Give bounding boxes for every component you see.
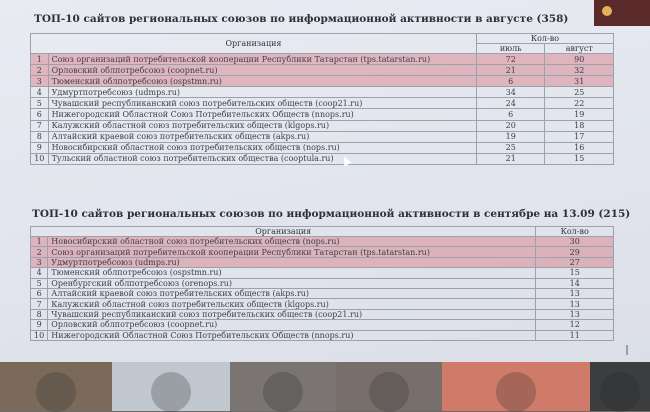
table-row	[31, 268, 614, 278]
rank-cell: 7	[31, 299, 48, 309]
july-count-cell: 25	[476, 142, 545, 153]
organization-cell: Калужский областной союз потребительских обществ (klgops.ru)	[48, 299, 536, 309]
table-row	[31, 309, 614, 319]
table-row	[31, 237, 614, 247]
count-cell: 27	[536, 257, 614, 267]
organization-cell: Тюменский облпотребсоюз (ospstmn.ru)	[48, 268, 536, 278]
rank-cell: 8	[31, 131, 49, 142]
table-row	[31, 247, 614, 257]
organization-cell: Чувашский республиканский союз потребительских обществ (coop21.ru)	[48, 98, 476, 109]
organization-cell: Тюменский облпотребсоюз (ospstmn.ru)	[48, 76, 476, 87]
august-count-cell: 31	[545, 76, 614, 87]
organization-cell: Удмуртпотребсоюз (udmps.ru)	[48, 257, 536, 267]
july-count-cell: 21	[476, 65, 545, 76]
table-row	[31, 109, 614, 120]
corner-logo	[594, 0, 650, 26]
slide-scroll-mark	[626, 345, 636, 355]
august-ranking-table	[30, 33, 614, 165]
organization-cell: Орловский облпотребсоюз (coopnet.ru)	[48, 320, 536, 330]
july-count-cell: 34	[476, 87, 545, 98]
table-row	[31, 76, 614, 87]
table-row	[31, 288, 614, 298]
july-count-cell: 72	[476, 54, 545, 65]
rank-cell: 4	[31, 87, 49, 98]
organization-cell: Новосибирский областной союз потребительских обществ (nops.ru)	[48, 237, 536, 247]
table-row	[31, 257, 614, 267]
video-tile[interactable]	[230, 362, 336, 411]
participant-silhouette	[369, 372, 409, 412]
table-row	[31, 120, 614, 131]
table-row	[31, 278, 614, 288]
count-cell: 29	[536, 247, 614, 257]
rank-cell: 9	[31, 142, 49, 153]
july-count-cell: 6	[476, 109, 545, 120]
video-tile[interactable]	[442, 362, 590, 411]
rank-cell: 9	[31, 320, 48, 330]
count-cell: 13	[536, 288, 614, 298]
table1-header-org: Организация	[31, 34, 477, 54]
rank-cell: 3	[31, 257, 48, 267]
august-count-cell: 19	[545, 109, 614, 120]
organization-cell: Калужский областной союз потребительских обществ (klgops.ru)	[48, 120, 476, 131]
count-cell: 13	[536, 299, 614, 309]
video-tile[interactable]	[0, 362, 112, 411]
july-count-cell: 20	[476, 120, 545, 131]
table-row	[31, 142, 614, 153]
count-cell: 12	[536, 320, 614, 330]
organization-cell: Тульский областной союз потребительских общества (cooptula.ru)	[48, 153, 476, 164]
organization-cell: Алтайский краевой союз потребительских обществ (akps.ru)	[48, 288, 536, 298]
august-count-cell: 15	[545, 153, 614, 164]
video-tile[interactable]	[112, 362, 230, 411]
participant-silhouette	[151, 372, 191, 412]
rank-cell: 2	[31, 247, 48, 257]
count-cell: 11	[536, 330, 614, 340]
count-cell: 13	[536, 309, 614, 319]
organization-cell: Нижегородский Областной Союз Потребительских Обществ (nnops.ru)	[48, 330, 536, 340]
august-count-cell: 25	[545, 87, 614, 98]
table1-title: ТОП-10 сайтов региональных союзов по информационной активности в августе (358)	[34, 13, 569, 25]
organization-cell: Орловский облпотребсоюз (coopnet.ru)	[48, 65, 476, 76]
table2-header-org: Организация	[31, 227, 536, 237]
video-tile[interactable]	[590, 362, 650, 411]
count-cell: 14	[536, 278, 614, 288]
table1-header-aug: август	[545, 44, 614, 54]
logo-emblem-icon	[602, 6, 612, 16]
table-row	[31, 153, 614, 164]
table-row	[31, 320, 614, 330]
rank-cell: 10	[31, 153, 49, 164]
august-count-cell: 22	[545, 98, 614, 109]
organization-cell: Союз организаций потребительской кооперации Республики Татарстан (tps.tatarstan.ru)	[48, 247, 536, 257]
august-count-cell: 32	[545, 65, 614, 76]
table2-title: ТОП-10 сайтов региональных союзов по информационной активности в сентябре на 13.09 (215)	[32, 208, 631, 220]
rank-cell: 6	[31, 109, 49, 120]
participant-silhouette	[600, 372, 640, 412]
table1-header-july: июль	[476, 44, 545, 54]
count-cell: 15	[536, 268, 614, 278]
table1-header-count: Кол-во	[476, 34, 613, 44]
rank-cell: 1	[31, 237, 48, 247]
august-count-cell: 16	[545, 142, 614, 153]
july-count-cell: 21	[476, 153, 545, 164]
video-participants-strip	[0, 362, 650, 411]
table-row	[31, 65, 614, 76]
organization-cell: Чувашский республиканский союз потребительских обществ (coop21.ru)	[48, 309, 536, 319]
august-count-cell: 17	[545, 131, 614, 142]
table-row	[31, 87, 614, 98]
video-tile[interactable]	[336, 362, 442, 411]
rank-cell: 1	[31, 54, 49, 65]
rank-cell: 6	[31, 288, 48, 298]
rank-cell: 2	[31, 65, 49, 76]
organization-cell: Оренбургский облпотребсоюз (orenops.ru)	[48, 278, 536, 288]
count-cell: 30	[536, 237, 614, 247]
organization-cell: Новосибирский областной союз потребительских обществ (nops.ru)	[48, 142, 476, 153]
organization-cell: Удмуртпотребсоюз (udmps.ru)	[48, 87, 476, 98]
rank-cell: 4	[31, 268, 48, 278]
organization-cell: Союз организаций потребительской кооперации Республики Татарстан (tps.tatarstan.ru)	[48, 54, 476, 65]
table-row	[31, 54, 614, 65]
organization-cell: Нижегородский Областной Союз Потребительских Обществ (nnops.ru)	[48, 109, 476, 120]
table2-header-count: Кол-во	[536, 227, 614, 237]
rank-cell: 7	[31, 120, 49, 131]
table-row	[31, 131, 614, 142]
participant-silhouette	[36, 372, 76, 412]
table-row	[31, 98, 614, 109]
rank-cell: 5	[31, 98, 49, 109]
participant-silhouette	[263, 372, 303, 412]
july-count-cell: 24	[476, 98, 545, 109]
rank-cell: 5	[31, 278, 48, 288]
rank-cell: 10	[31, 330, 48, 340]
july-count-cell: 6	[476, 76, 545, 87]
table-row	[31, 299, 614, 309]
july-count-cell: 19	[476, 131, 545, 142]
table-row	[31, 330, 614, 340]
august-count-cell: 90	[545, 54, 614, 65]
participant-silhouette	[496, 372, 536, 412]
rank-cell: 3	[31, 76, 49, 87]
august-count-cell: 18	[545, 120, 614, 131]
rank-cell: 8	[31, 309, 48, 319]
september-ranking-table	[30, 226, 614, 341]
organization-cell: Алтайский краевой союз потребительских обществ (akps.ru)	[48, 131, 476, 142]
